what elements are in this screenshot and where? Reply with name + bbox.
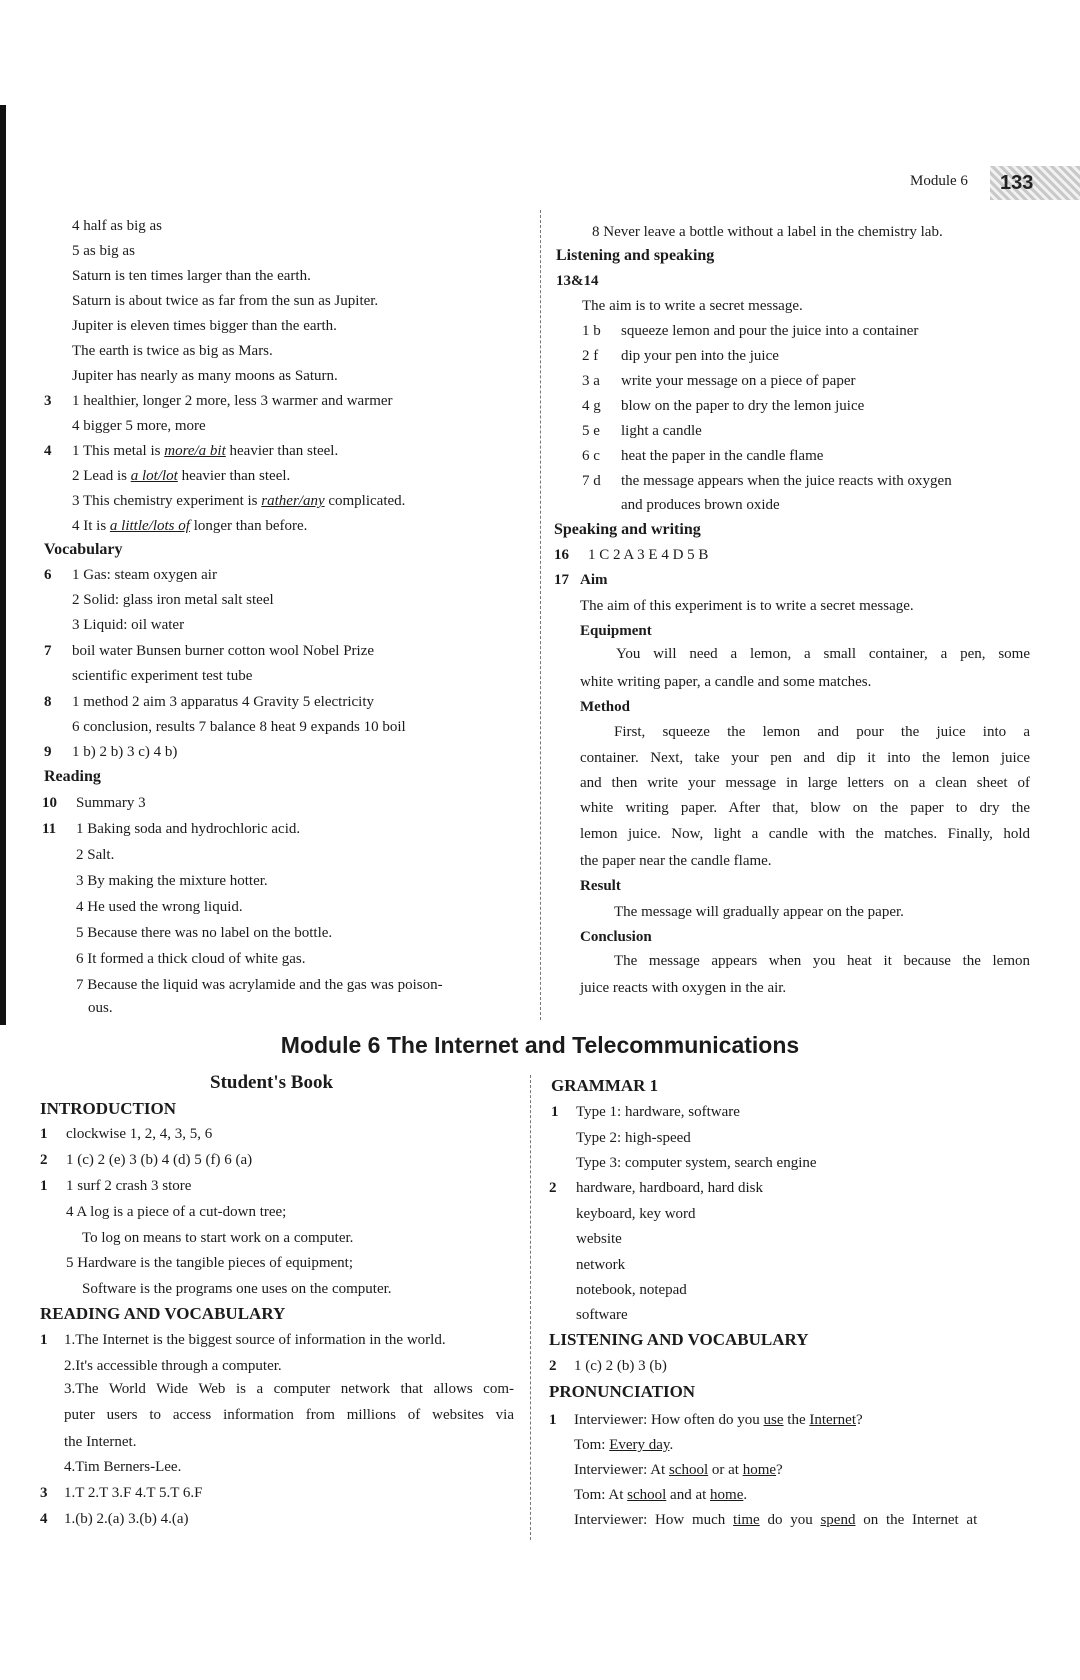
paragraph-line: The message will gradually appear on the paper. [614,904,904,920]
answer-line: 2 Lead is a lot/lot heavier than steel. [72,468,291,484]
subheading: Aim [580,572,608,588]
answer-line: 1 C 2 A 3 E 4 D 5 B [588,547,709,563]
subheading: Result [580,878,621,894]
answer-line: 4 It is a little/lots of longer than before. [72,518,308,534]
answer-line: the Internet. [64,1434,137,1450]
answer-line: Software is the programs one uses on the computer. [82,1281,392,1297]
question-number: 13&14 [556,273,599,289]
answer-line: 1 Gas: steam oxygen air [72,567,217,583]
paragraph-line: lemon juice. Now, light a candle with the matches. Finally, hold [580,826,1030,842]
answer-line: 3 Liquid: oil water [72,617,185,633]
subheading: Method [580,699,630,715]
question-number: 1 [551,1104,559,1120]
answer-line: 1 b) 2 b) 3 c) 4 b) [72,744,178,760]
step-key: 7 d [582,473,601,489]
question-number: 1 [40,1332,48,1348]
question-number: 16 [554,547,569,563]
section-heading: INTRODUCTION [40,1099,177,1118]
question-number: 2 [40,1152,48,1168]
paragraph-line: You will need a lemon, a small container, a pen, some [616,646,1030,662]
section-heading: READING AND VOCABULARY [40,1304,286,1323]
page-number: 133 [990,166,1080,200]
section-heading: GRAMMAR 1 [551,1076,659,1095]
answer-line: Type 3: computer system, search engine [576,1155,817,1171]
answer-line: 1 healthier, longer 2 more, less 3 warmer and warmer [72,393,393,409]
section-heading: Listening and speaking [556,247,715,264]
answer-line: notebook, notepad [576,1282,687,1298]
step-key: 6 c [582,448,600,464]
answer-line: 1 This metal is more/a bit heavier than steel. [72,443,339,459]
column-divider [540,210,541,1020]
column-divider [530,1075,531,1540]
paragraph-line: container. Next, take your pen and dip it into the lemon juice [580,750,1030,766]
answer-line: The earth is twice as big as Mars. [72,343,273,359]
step-text: write your message on a piece of paper [621,373,856,389]
section-heading: LISTENING AND VOCABULARY [549,1330,809,1349]
module-title: Module 6 The Internet and Telecommunications [280,1032,800,1058]
answer-line: 1 (c) 2 (b) 3 (b) [574,1358,667,1374]
question-number: 4 [40,1511,48,1527]
answer-line: 2 Salt. [76,847,115,863]
step-text: blow on the paper to dry the lemon juice [621,398,865,414]
section-heading: PRONUNCIATION [549,1382,696,1401]
question-number: 4 [44,443,52,459]
answer-line: 1 surf 2 crash 3 store [66,1178,192,1194]
answer-line: ous. [88,1000,113,1016]
answer-line: 4 He used the wrong liquid. [76,899,243,915]
step-text: and produces brown oxide [621,497,780,513]
dialogue-line: Interviewer: At school or at home? [574,1462,783,1478]
step-key: 1 b [582,323,601,339]
scan-edge-bar [0,105,6,1025]
answer-line: 7 Because the liquid was acrylamide and the gas was poison- [76,977,443,993]
running-header: Module 6 [910,173,968,189]
step-key: 2 f [582,348,599,364]
step-text: squeeze lemon and pour the juice into a container [621,323,919,339]
answer-line: website [576,1231,622,1247]
paragraph-line: white writing paper. After that, blow on the paper to dry the [580,800,1030,816]
answer-line: clockwise 1, 2, 4, 3, 5, 6 [66,1126,213,1142]
question-number: 2 [549,1358,557,1374]
dialogue-line: Interviewer: How often do you use the Internet? [574,1412,863,1428]
answer-line: Saturn is about twice as far from the sun as Jupiter. [72,293,379,309]
answer-line: 6 It formed a thick cloud of white gas. [76,951,306,967]
answer-line: 3.The World Wide Web is a computer network that allows com- [64,1381,514,1397]
answer-line: 6 conclusion, results 7 balance 8 heat 9 expands 10 boil [72,719,406,735]
answer-line: 5 Hardware is the tangible pieces of equipment; [66,1255,353,1271]
step-key: 5 e [582,423,600,439]
answer-line: 8 Never leave a bottle without a label in the chemistry lab. [592,224,943,240]
answer-line: 1 Baking soda and hydrochloric acid. [76,821,301,837]
paragraph-line: the paper near the candle flame. [580,853,772,869]
question-number: 10 [42,795,57,811]
answer-line: 4.Tim Berners-Lee. [64,1459,182,1475]
question-number: 7 [44,643,52,659]
answer-line: 4 A log is a piece of a cut-down tree; [66,1204,287,1220]
answer-line: software [576,1307,628,1323]
paragraph-line: First, squeeze the lemon and pour the juice into a [614,724,1030,740]
step-text: heat the paper in the candle flame [621,448,824,464]
question-number: 9 [44,744,52,760]
answer-line: 3 By making the mixture hotter. [76,873,268,889]
dialogue-line: Tom: At school and at home. [574,1487,748,1503]
answer-line: Jupiter is eleven times bigger than the earth. [72,318,337,334]
paragraph-line: and then write your message in large letters on a clean sheet of [580,775,1030,791]
answer-line: boil water Bunsen burner cotton wool Nobel Prize [72,643,375,659]
answer-line: scientific experiment test tube [72,668,253,684]
dialogue-line: Tom: Every day. [574,1437,674,1453]
section-title: Student's Book [210,1072,334,1093]
answer-line: 1.T 2.T 3.F 4.T 5.T 6.F [64,1485,203,1501]
answer-line: 1 method 2 aim 3 apparatus 4 Gravity 5 electricity [72,694,374,710]
question-number: 1 [40,1126,48,1142]
answer-line: The aim is to write a secret message. [582,298,803,314]
answer-line: 3 This chemistry experiment is rather/any complicated. [72,493,406,509]
answer-line: Type 1: hardware, software [576,1104,740,1120]
answer-line: 4 half as big as [72,218,162,234]
dialogue-line: Interviewer: How much time do you spend on the Internet at [574,1512,978,1528]
answer-line: puter users to access information from millions of websites via [64,1407,514,1423]
step-text: light a candle [621,423,702,439]
answer-line: Saturn is ten times larger than the earth. [72,268,311,284]
step-key: 3 a [582,373,600,389]
answer-line: Summary 3 [76,795,146,811]
subheading: Conclusion [580,929,652,945]
subheading: Equipment [580,623,652,639]
question-number: 8 [44,694,52,710]
answer-line: hardware, hardboard, hard disk [576,1180,764,1196]
answer-line: 4 bigger 5 more, more [72,418,206,434]
answer-line: 2 Solid: glass iron metal salt steel [72,592,274,608]
step-key: 4 g [582,398,601,414]
question-number: 11 [42,821,57,837]
question-number: 1 [549,1412,557,1428]
answer-line: 5 Because there was no label on the bottle. [76,925,333,941]
paragraph-line: white writing paper, a candle and some matches. [580,674,872,690]
question-number: 17 [554,572,569,588]
paragraph-line: juice reacts with oxygen in the air. [580,980,787,996]
answer-line: 1.The Internet is the biggest source of information in the world. [64,1332,446,1348]
question-number: 2 [549,1180,557,1196]
answer-line: Type 2: high-speed [576,1130,691,1146]
answer-line: keyboard, key word [576,1206,696,1222]
step-text: the message appears when the juice reacts with oxygen [621,473,952,489]
section-heading: Reading [44,768,101,785]
question-number: 3 [44,393,52,409]
step-text: dip your pen into the juice [621,348,779,364]
answer-line: 1.(b) 2.(a) 3.(b) 4.(a) [64,1511,189,1527]
section-heading: Speaking and writing [554,521,701,538]
answer-line: 1 (c) 2 (e) 3 (b) 4 (d) 5 (f) 6 (a) [66,1152,253,1168]
answer-line: The aim of this experiment is to write a secret message. [580,598,914,614]
question-number: 3 [40,1485,48,1501]
paragraph-line: The message appears when you heat it because the lemon [614,953,1030,969]
answer-line: To log on means to start work on a computer. [82,1230,354,1246]
answer-line: 5 as big as [72,243,135,259]
question-number: 1 [40,1178,48,1194]
section-heading: Vocabulary [44,541,123,558]
answer-line: 2.It's accessible through a computer. [64,1358,282,1374]
question-number: 6 [44,567,52,583]
answer-line: network [576,1257,626,1273]
answer-line: Jupiter has nearly as many moons as Saturn. [72,368,338,384]
